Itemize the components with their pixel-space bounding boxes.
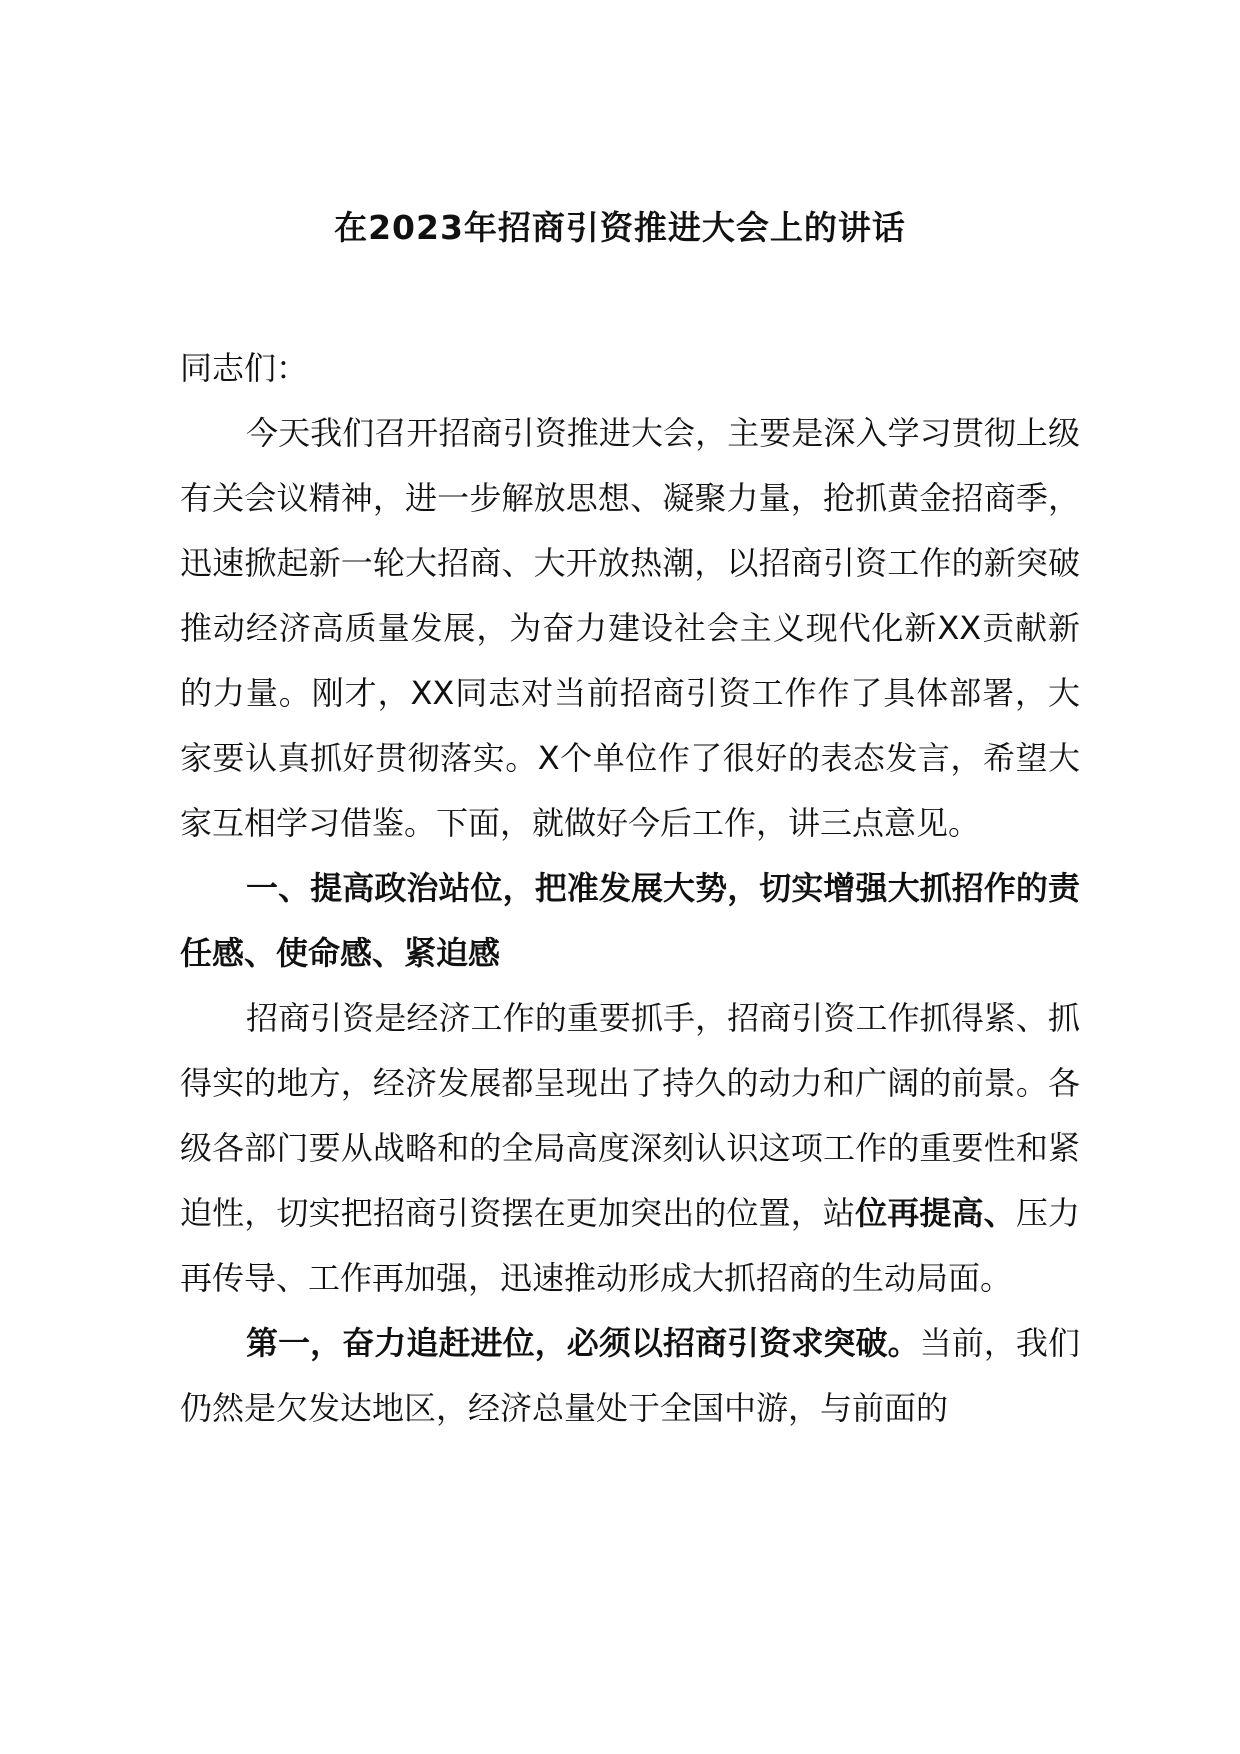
section-1-bold-phrase: 位再提高、: [855, 1194, 1016, 1232]
point-1-lead: 第一，奋力追赶进位，必须以招商引资求突破。: [246, 1324, 920, 1362]
salutation: 同志们：: [180, 349, 309, 387]
section-1-paragraph: [180, 986, 1080, 1311]
section-1-text-after: 压力再传导、工作再加强，迅速推动形成大抓招商的生动局面。: [180, 1194, 1080, 1297]
document-body: [180, 336, 1080, 1441]
point-1-paragraph: [180, 1311, 1080, 1441]
document-title: 在2023年招商引资推进大会上的讲话: [334, 208, 906, 247]
opening-paragraph: 今天我们召开招商引资推进大会，主要是深入学习贯彻上级有关会议精神，进一步解放思想、凝聚力量，抢抓黄金招商季，迅速掀起新一轮大招商、大开放热潮，以招商引资工作的新突破推动经济高质量发展，为奋力建设社会主义现代化新XX贡献新的力量。刚才，XX同志对当前招商引资工作作了具体部署，大家要认真抓好贯彻落实。X个单位作了很好的表态发言，希望大家互相学习借鉴。下面，就做好今后工作，讲三点意见。: [180, 414, 1080, 842]
point-1-text: 当前，我们仍然是欠发达地区，经济总量处于全国中游，与前面的: [180, 1324, 1080, 1427]
section-1-text-before: 招商引资是经济工作的重要抓手，招商引资工作抓得紧、抓得实的地方，经济发展都呈现出了持久的动力和广阔的前景。各级各部门要从战略和的全局高度深刻认识这项工作的重要性和紧迫性，切实把招商引资摆在更加突出的位置，站: [180, 999, 1080, 1232]
section-heading-1: 一、提高政治站位，把准发展大势，切实增强大抓招作的责任感、使命感、紧迫感: [180, 869, 1080, 972]
